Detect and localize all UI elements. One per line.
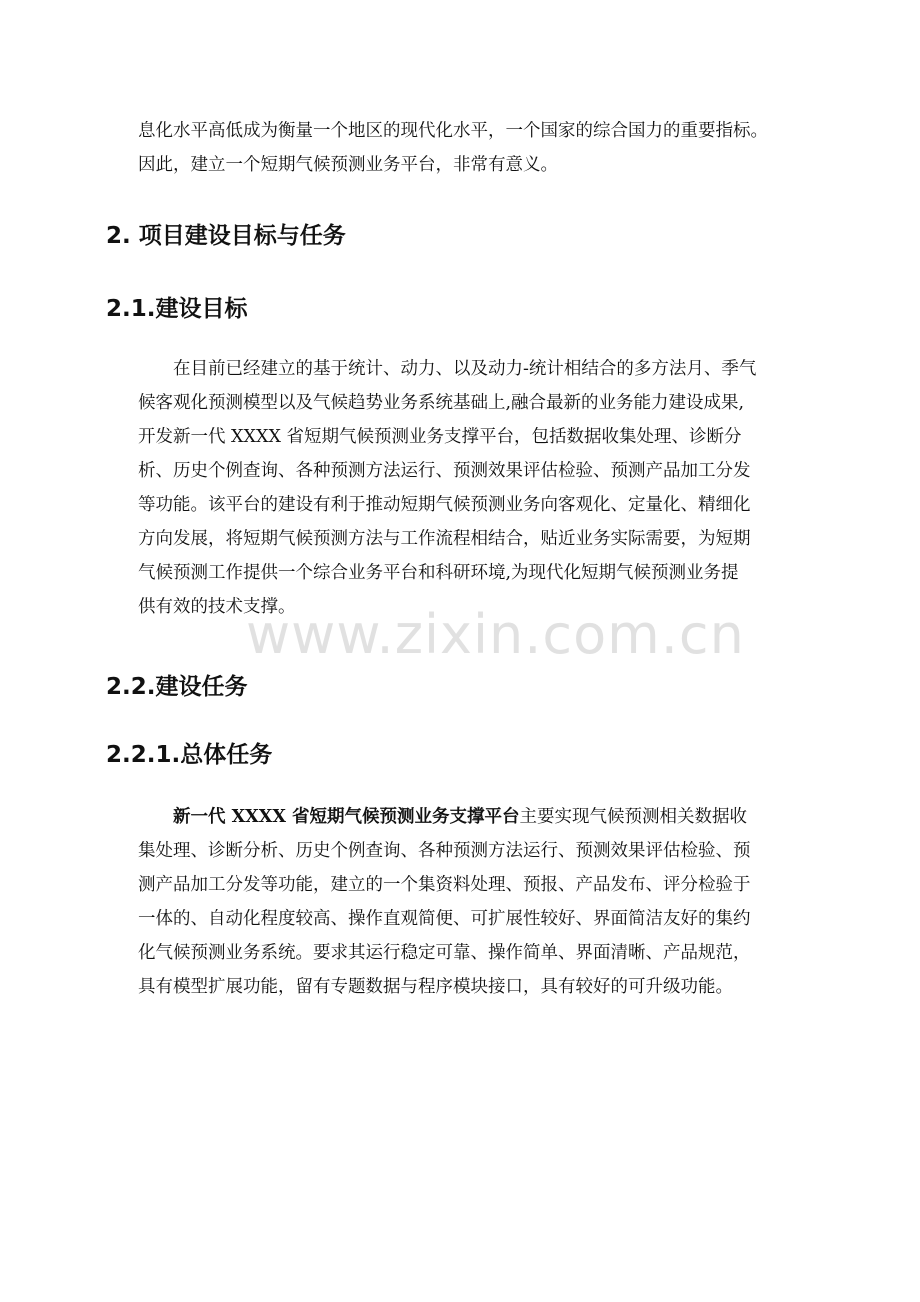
section-2-2-1-line-2: 集处理、诊断分析、历史个例查询、各种预测方法运行、预测效果评估检验、预 [138,841,751,861]
intro-line-1: 息化水平高低成为衡量一个地区的现代化水平，一个国家的综合国力的重要指标。 [138,121,768,141]
section-2-1-line-2: 候客观化预测模型以及气候趋势业务系统基础上,融合最新的业务能力建设成果, [138,393,745,413]
section-2-2-1-line-1 [138,800,788,834]
section-2-2-heading: 2.2.建设任务 [106,674,248,700]
section-2-2-1-line-3: 测产品加工分发等功能，建立的一个集资料处理、预报、产品发布、评分检验于 [138,875,751,895]
section-2-2-1-heading: 2.2.1.总体任务 [106,742,273,768]
section-2-2-1-line-4: 一体的、自动化程度较高、操作直观简便、可扩展性较好、界面简洁友好的集约 [138,909,751,929]
watermark: www.zixin.com.cn [246,603,745,666]
intro-line-2: 因此，建立一个短期气候预测业务平台，非常有意义。 [138,155,558,175]
section-2-2-1-line-6: 具有模型扩展功能，留有专题数据与程序模块接口，具有较好的可升级功能。 [138,977,733,997]
section-2-heading: 2. 项目建设目标与任务 [106,223,346,249]
section-2-1-line-4: 析、历史个例查询、各种预测方法运行、预测效果评估检验、预测产品加工分发 [138,461,751,481]
section-2-1-line-6: 方向发展，将短期气候预测方法与工作流程相结合，贴近业务实际需要，为短期 [138,529,751,549]
section-2-2-1-line-5: 化气候预测业务系统。要求其运行稳定可靠、操作简单、界面清晰、产品规范， [138,943,751,963]
section-2-1-line-8: 供有效的技术支撑。 [138,597,296,617]
section-2-2-1-paragraph [138,800,788,1004]
section-2-1-line-5: 等功能。该平台的建设有利于推动短期气候预测业务向客观化、定量化、精细化 [138,495,751,515]
section-2-2-1-line-1-rest: 主要实现气候预测相关数据收 [519,807,747,827]
section-2-1-line-1: 在目前已经建立的基于统计、动力、以及动力-统计相结合的多方法月、季气 [173,359,757,379]
section-2-1-line-7: 气候预测工作提供一个综合业务平台和科研环境,为现代化短期气候预测业务提 [138,563,739,583]
section-2-1-line-3: 开发新一代 XXXX 省短期气候预测业务支撑平台，包括数据收集处理、诊断分 [138,427,742,447]
section-2-1-heading: 2.1.建设目标 [106,296,248,322]
section-2-1-paragraph [138,352,788,624]
platform-name-bold: 新一代 XXXX 省短期气候预测业务支撑平台 [173,807,520,827]
intro-paragraph [138,114,788,182]
